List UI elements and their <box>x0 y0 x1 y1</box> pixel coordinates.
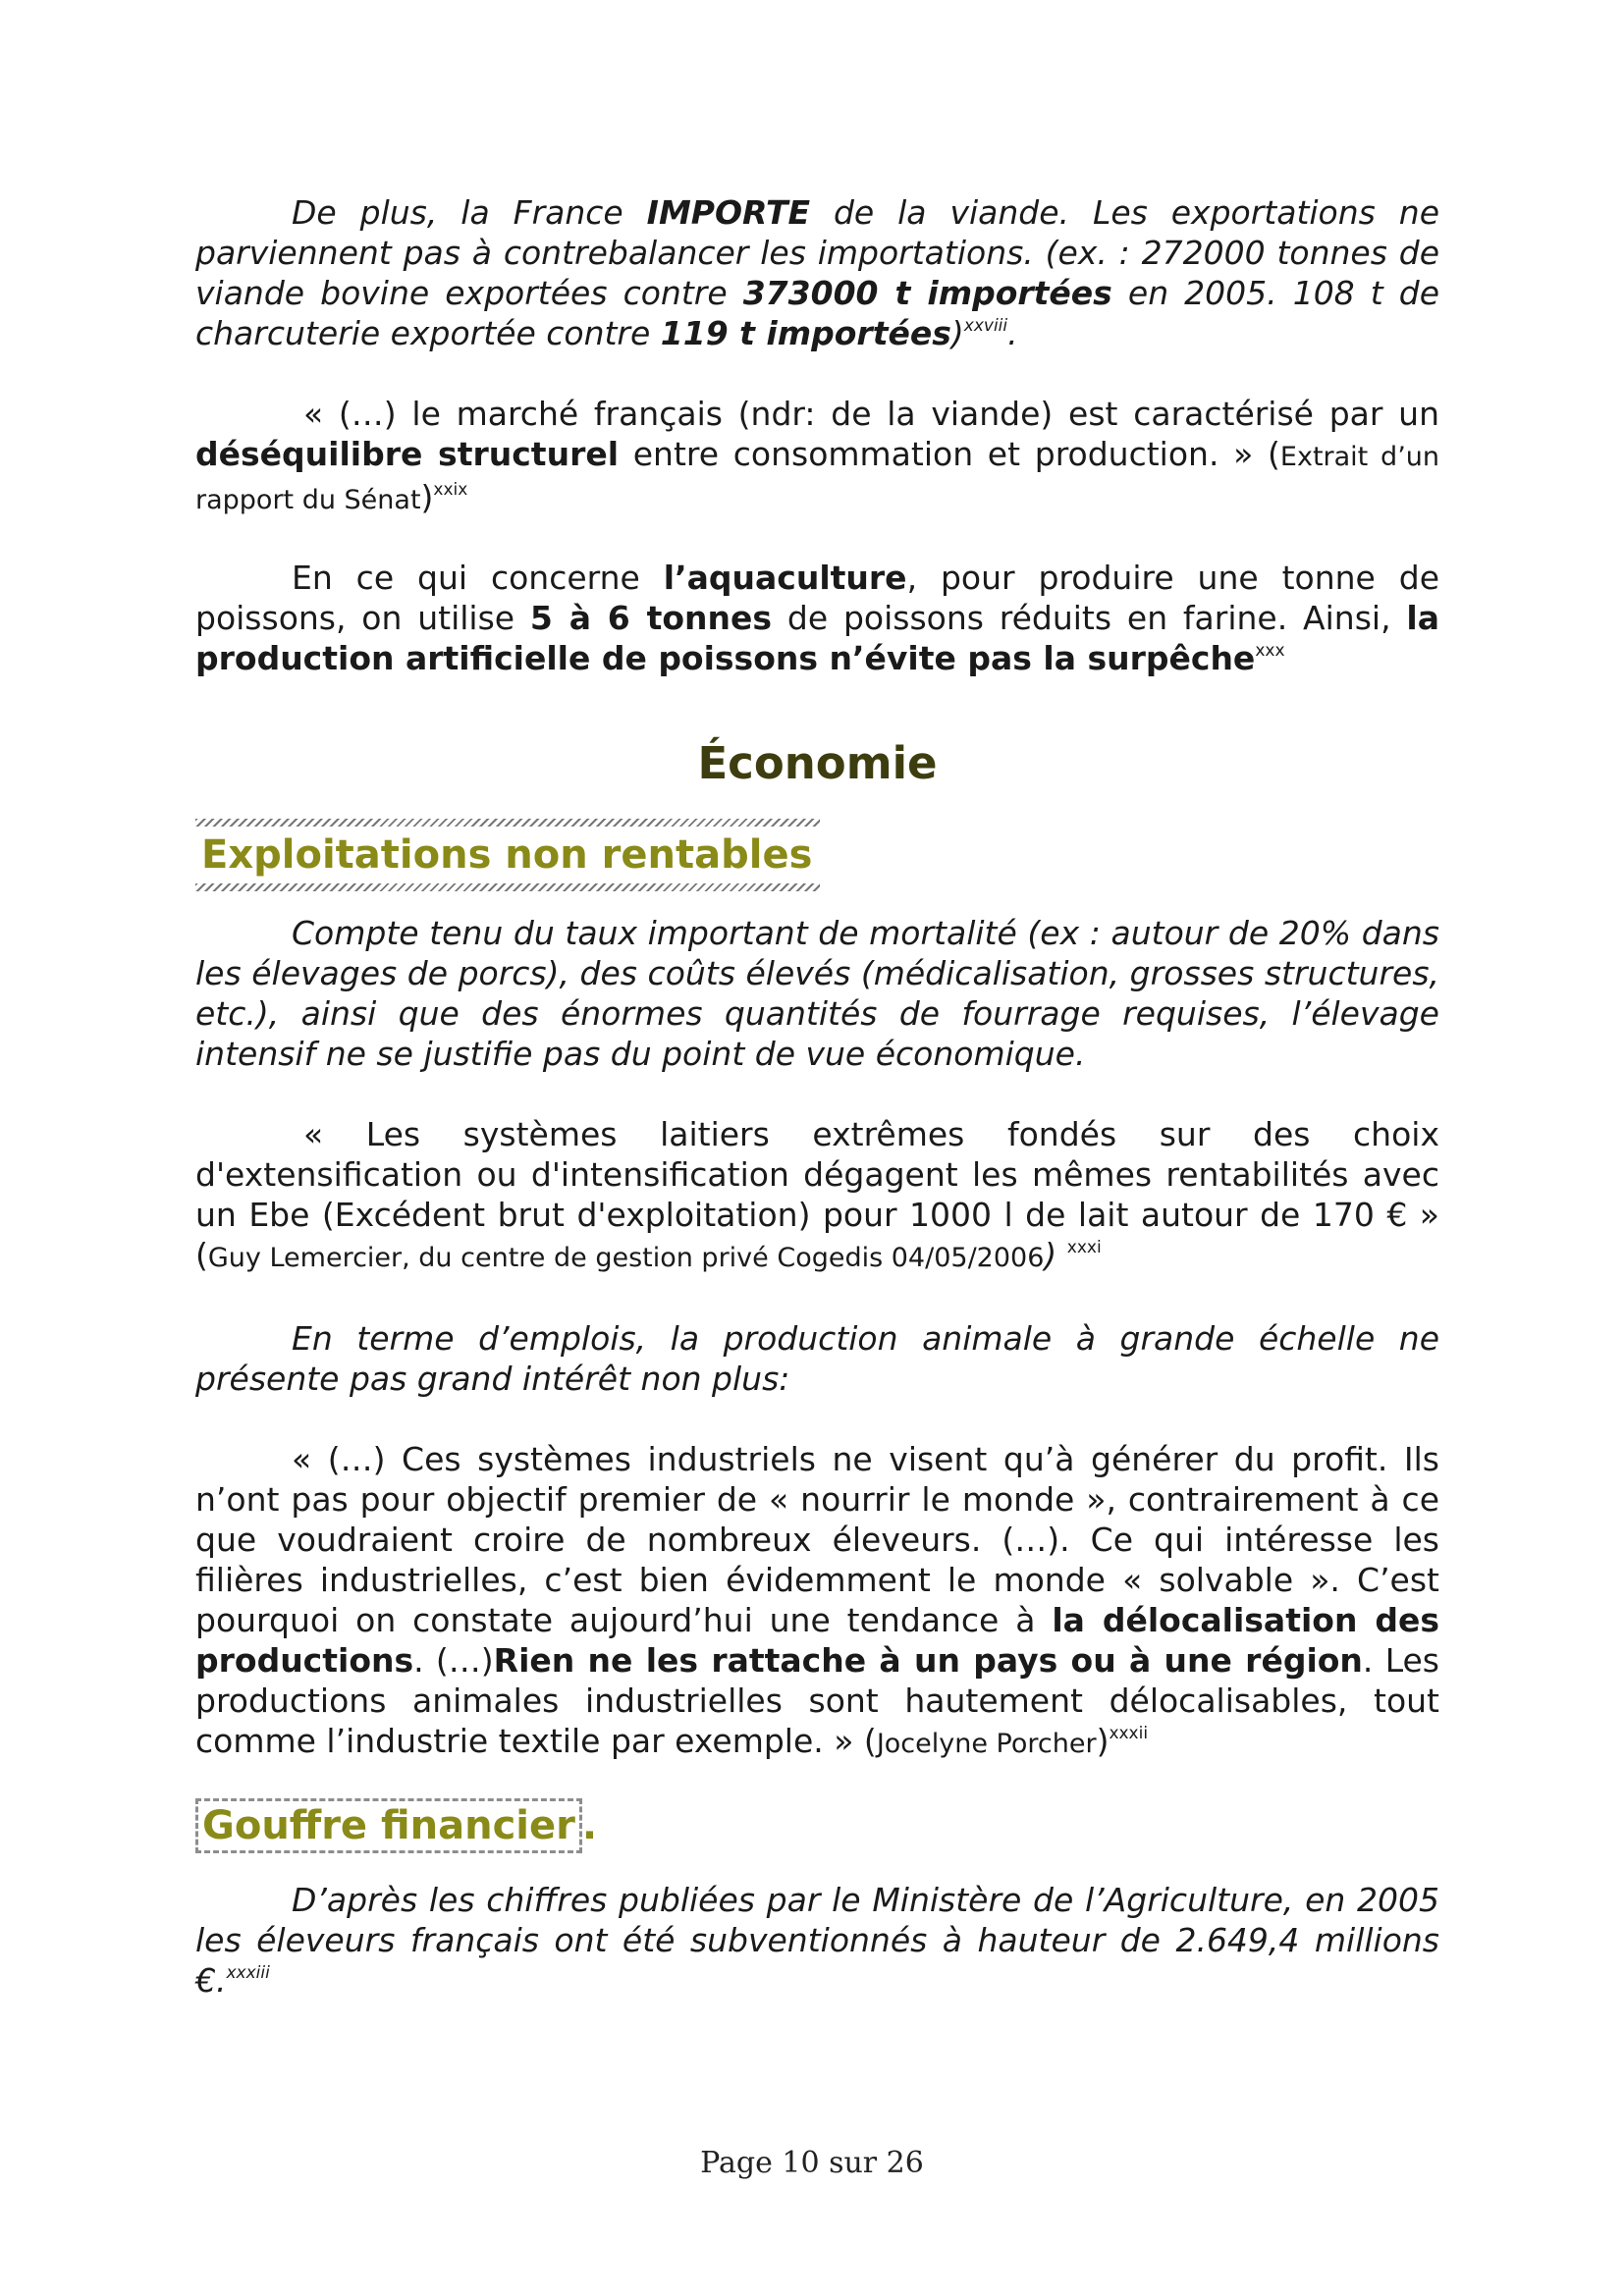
paragraph-mortality: Compte tenu du taux important de mortalité (ex : autour de 20% dans les élevages de porcs), des coûts élevés (médicalisation, grosses structures, etc.), ainsi que des énormes quantités de fourrage requises, l’élevage intensif ne se justifie pas du point de vue économique. <box>195 914 1439 1073</box>
footnote-ref[interactable]: xxix <box>433 480 468 500</box>
text: de poissons réduits en farine. Ainsi, <box>772 599 1407 637</box>
footnote-ref[interactable]: xxxi <box>1066 1238 1102 1257</box>
footnote-ref[interactable]: xxxiii <box>226 1963 270 1983</box>
emphasis: la délocalisation des productions <box>195 1601 1439 1680</box>
emphasis: 119 t importées <box>660 314 951 352</box>
text: . (…) <box>413 1641 494 1680</box>
paragraph-employment: En terme d’emplois, la production animale à grande échelle ne présente pas grand intérêt non plus: <box>195 1319 1439 1398</box>
paragraph-subsidies <box>195 1880 1439 2001</box>
text: ) <box>1096 1722 1110 1760</box>
subsection-wrapper <box>195 827 1439 883</box>
subsection-title-tail: . <box>581 1803 598 1848</box>
text: ) <box>420 478 434 516</box>
text: ) <box>1044 1236 1067 1274</box>
subsection-wrapper <box>195 1797 1439 1854</box>
paragraph-imports <box>195 192 1439 353</box>
text: entre consommation et production. » ( <box>619 435 1280 473</box>
emphasis: Rien ne les rattache à un pays ou à une région <box>493 1641 1363 1680</box>
text: en 2005. 108 t de charcuterie exportée contre <box>195 274 1439 352</box>
text: En ce qui concerne <box>292 559 664 597</box>
source: Guy Lemercier, du centre de gestion privé Cogedis 04/05/2006 <box>207 1243 1045 1273</box>
source: Jocelyne Porcher <box>876 1729 1097 1759</box>
emphasis: déséquilibre structurel <box>195 435 620 473</box>
text: « (…) Ces systèmes industriels ne visent qu’à générer du profit. Ils n’ont pas pour objectif premier de « nourrir le monde », contrairement à ce que voudraient croire de nombreux éleveurs. (…). Ce qui intéresse les filières industrielles, c’est bien évidemment le monde « solvable ». C’est pourquoi on constate aujourd’hui une tendance à <box>195 1440 1439 1639</box>
footnote-ref[interactable]: xxx <box>1255 641 1285 661</box>
subsection-title: Exploitations non rentables <box>195 827 816 883</box>
emphasis: l’aquaculture <box>663 559 907 597</box>
text: , pour produire une tonne de poissons, on utilise <box>195 559 1439 637</box>
emphasis: la production artificielle de poissons n’évite pas la surpêche <box>195 599 1439 677</box>
quote-porcher <box>195 1439 1439 1764</box>
text: De plus, la France <box>292 193 647 232</box>
text: « Les systèmes laitiers extrêmes fondés sur des choix d'extensification ou d'intensification dégagent les mêmes rentabilités avec un Ebe (Excédent brut d'exploitation) pour 1000 l de lait autour de 170 € » ( <box>195 1115 1439 1274</box>
emphasis: 373000 t importées <box>742 274 1112 312</box>
subsection-title: Gouffre financier <box>195 1798 582 1853</box>
text: . <box>1007 314 1018 352</box>
text: de la viande. Les exportations ne parviennent pas à contrebalancer les importations. (ex. : 272000 tonnes de viande bovine exportées contre <box>195 193 1439 312</box>
text: D’après les chiffres publiées par le Ministère de l’Agriculture, en 2005 les éleveurs français ont été subventionnés à hauteur de 2.649,4 millions €. <box>195 1881 1439 2000</box>
emphasis: 5 à 6 tonnes <box>529 599 773 637</box>
footnote-ref[interactable]: xxxii <box>1109 1724 1149 1743</box>
emphasis: IMPORTE <box>646 193 811 232</box>
section-title: Économie <box>697 737 938 789</box>
document-body <box>195 192 1439 2001</box>
text: « (…) le marché français (ndr: de la viande) est caractérisé par un <box>303 395 1439 433</box>
text: . Les productions animales industrielles sont hautement délocalisables, tout comme l’industrie textile par exemple. » ( <box>195 1641 1439 1760</box>
source: Extrait d’un rapport du Sénat <box>195 442 1440 515</box>
text: ) <box>950 314 964 352</box>
page-footer: Page 10 sur 26 <box>700 2146 924 2180</box>
footnote-ref[interactable]: xxviii <box>963 316 1008 336</box>
quote-lemercier <box>195 1114 1439 1278</box>
paragraph-aquaculture <box>195 558 1439 678</box>
quote-senat <box>195 394 1439 520</box>
